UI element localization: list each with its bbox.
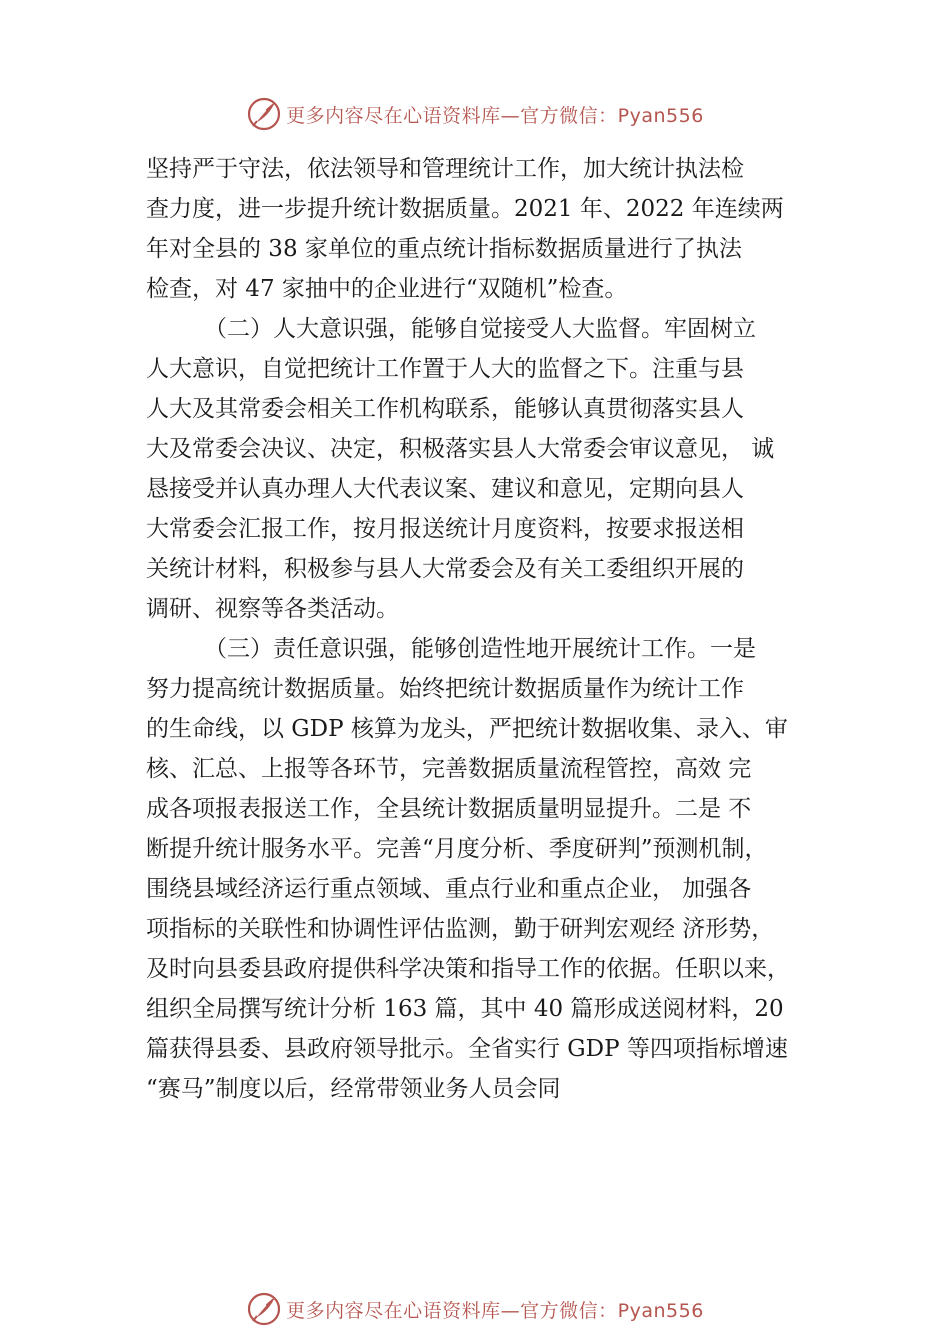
body-line: 成各项报表报送工作，全县统计数据质量明显提升。二是 不	[146, 796, 752, 822]
header-banner-text: 更多内容尽在心语资料库—官方微信：Pyan556	[286, 104, 704, 127]
body-line: 大常委会汇报工作，按月报送统计月度资料，按要求报送相	[146, 516, 744, 542]
footer-banner	[0, 1289, 950, 1329]
footer-banner-text: 更多内容尽在心语资料库—官方微信：Pyan556	[286, 1299, 704, 1322]
body-line: 篇获得县委、县政府领导批示。全省实行 GDP 等四项指标增速	[146, 1036, 788, 1062]
body-line: 调研、视察等各类活动。	[146, 596, 399, 622]
header-banner	[0, 94, 950, 134]
quill-pen-logo-icon	[246, 1291, 282, 1327]
body-line: 关统计材料，积极参与县人大常委会及有关工委组织开展的	[146, 556, 744, 582]
body-line: 检查，对 47 家抽中的企业进行“双随机”检查。	[146, 276, 628, 302]
body-line: 核、汇总、上报等各环节，完善数据质量流程管控，高效 完	[146, 756, 752, 782]
body-line: 坚持严于守法，依法领导和管理统计工作，加大统计执法检	[146, 156, 744, 182]
quill-pen-logo-icon	[246, 96, 282, 132]
body-line: 恳接受并认真办理人大代表议案、建议和意见，定期向县人	[146, 476, 744, 502]
body-line: 项指标的关联性和协调性评估监测，勤于研判宏观经 济形势，	[146, 916, 775, 942]
body-line: “赛马”制度以后，经常带领业务人员会同	[146, 1076, 561, 1102]
body-line: 的生命线，以 GDP 核算为龙头，严把统计数据收集、录入、审	[146, 716, 788, 742]
body-line: 及时向县委县政府提供科学决策和指导工作的依据。任职以来，	[146, 956, 790, 982]
body-line: 人大意识，自觉把统计工作置于人大的监督之下。注重与县	[146, 356, 744, 382]
document-body	[146, 149, 836, 1109]
body-line: 围绕县域经济运行重点领域、重点行业和重点企业， 加强各	[146, 876, 752, 902]
body-line: 大及常委会决议、决定，积极落实县人大常委会审议意见， 诚	[146, 436, 775, 462]
paragraph-heading-line: （三）责任意识强，能够创造性地开展统计工作。一是	[204, 636, 756, 662]
body-line: 人大及其常委会相关工作机构联系，能够认真贯彻落实县人	[146, 396, 744, 422]
body-line: 断提升统计服务水平。完善“月度分析、季度研判”预测机制，	[146, 836, 768, 862]
paragraph-heading-line: （二）人大意识强，能够自觉接受人大监督。牢固树立	[204, 316, 756, 342]
body-line: 努力提高统计数据质量。始终把统计数据质量作为统计工作	[146, 676, 744, 702]
body-line: 年对全县的 38 家单位的重点统计指标数据质量进行了执法	[146, 236, 742, 262]
body-line: 查力度，进一步提升统计数据质量。2021 年、2022 年连续两	[146, 196, 784, 222]
body-line: 组织全局撰写统计分析 163 篇，其中 40 篇形成送阅材料，20	[146, 996, 784, 1022]
